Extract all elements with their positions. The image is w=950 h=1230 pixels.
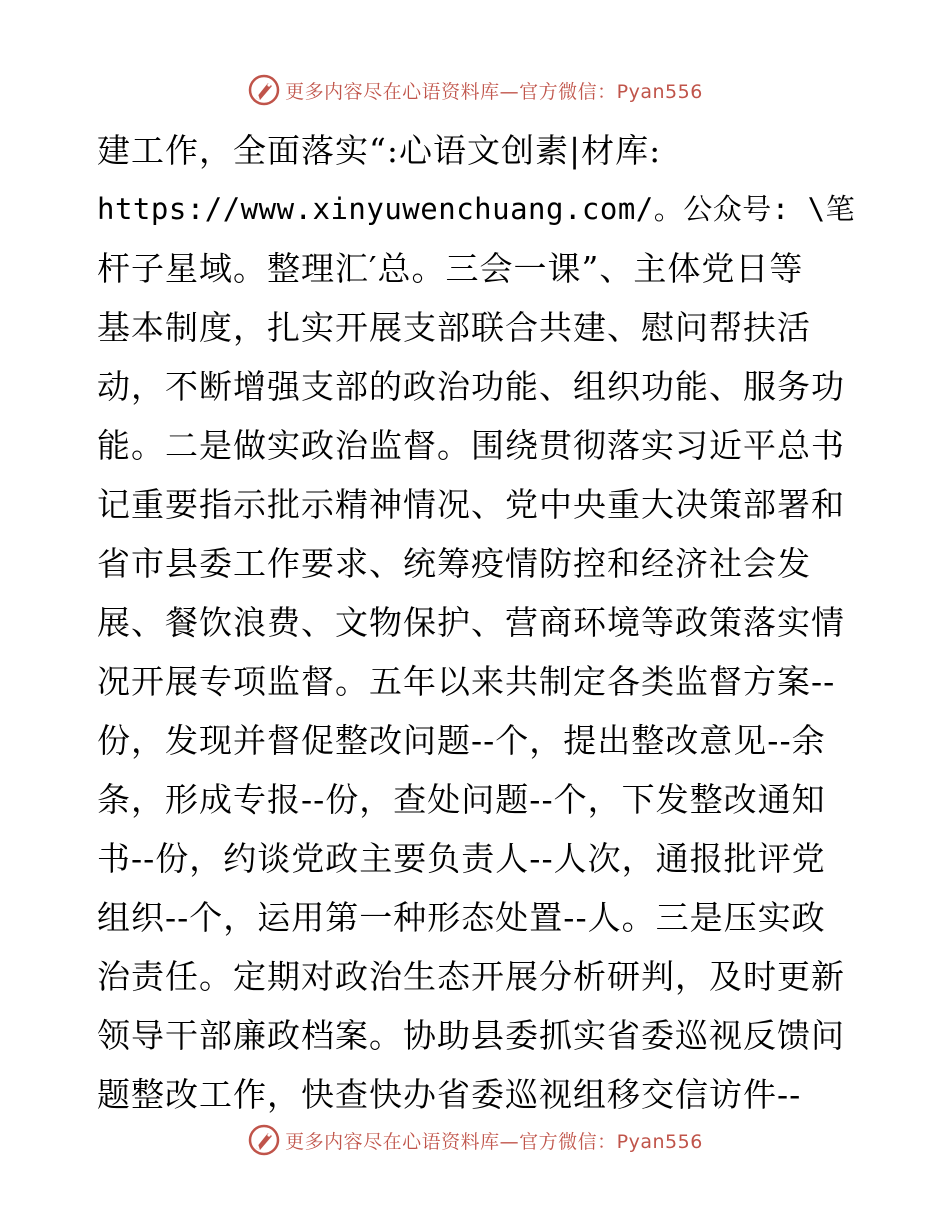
body-line: 记重要指示批示精神情况、党中央重大决策部署和 (97, 485, 845, 524)
body-line: 题整改工作，快查快办省委巡视组移交信访件-- (97, 1075, 802, 1114)
body-line: 展、餐饮浪费、文物保护、营商环境等政策落实情 (97, 603, 845, 642)
body-line: 况开展专项监督。五年以来共制定各类监督方案-- (97, 662, 836, 701)
body-line: 能。二是做实政治监督。围绕贯彻落实习近平总书 (97, 426, 845, 465)
body-line: 省市县委工作要求、统筹疫情防控和经济社会发 (97, 544, 811, 583)
body-line: https://www.xinyuwenchuang.com/。公众号: \笔 (97, 192, 856, 226)
footer-banner-text: 更多内容尽在心语资料库—官方微信：Pyan556 (285, 1130, 703, 1153)
pen-nib-circle-icon (247, 73, 281, 107)
body-line: 建工作，全面落实“:心语文创素|材库: (97, 131, 662, 170)
body-line: 动，不断增强支部的政治功能、组织功能、服务功 (97, 367, 845, 406)
body-line: 基本制度，扎实开展支部联合共建、慰问帮扶活 (97, 308, 811, 347)
body-line: 书--份，约谈党政主要负责人--人次，通报批评党 (97, 839, 826, 878)
body-line: 份，发现并督促整改问题--个，提出整改意见--余 (97, 721, 826, 760)
body-line: 组织--个，运用第一种形态处置--人。三是压实政 (97, 898, 826, 937)
body-line: 治责任。定期对政治生态开展分析研判，及时更新 (97, 957, 845, 996)
header-banner (0, 70, 950, 110)
pen-nib-circle-icon (247, 1123, 281, 1157)
body-line: 领导干部廉政档案。协助县委抓实省委巡视反馈问 (97, 1016, 845, 1055)
header-banner-text: 更多内容尽在心语资料库—官方微信：Pyan556 (285, 80, 703, 103)
footer-banner (0, 1120, 950, 1160)
body-line: 条，形成专报--份，查处问题--个，下发整改通知 (97, 780, 826, 819)
document-body (97, 121, 857, 1124)
body-line: 杆子星域。整理汇′总。三会一课”、主体党日等 (97, 249, 804, 288)
